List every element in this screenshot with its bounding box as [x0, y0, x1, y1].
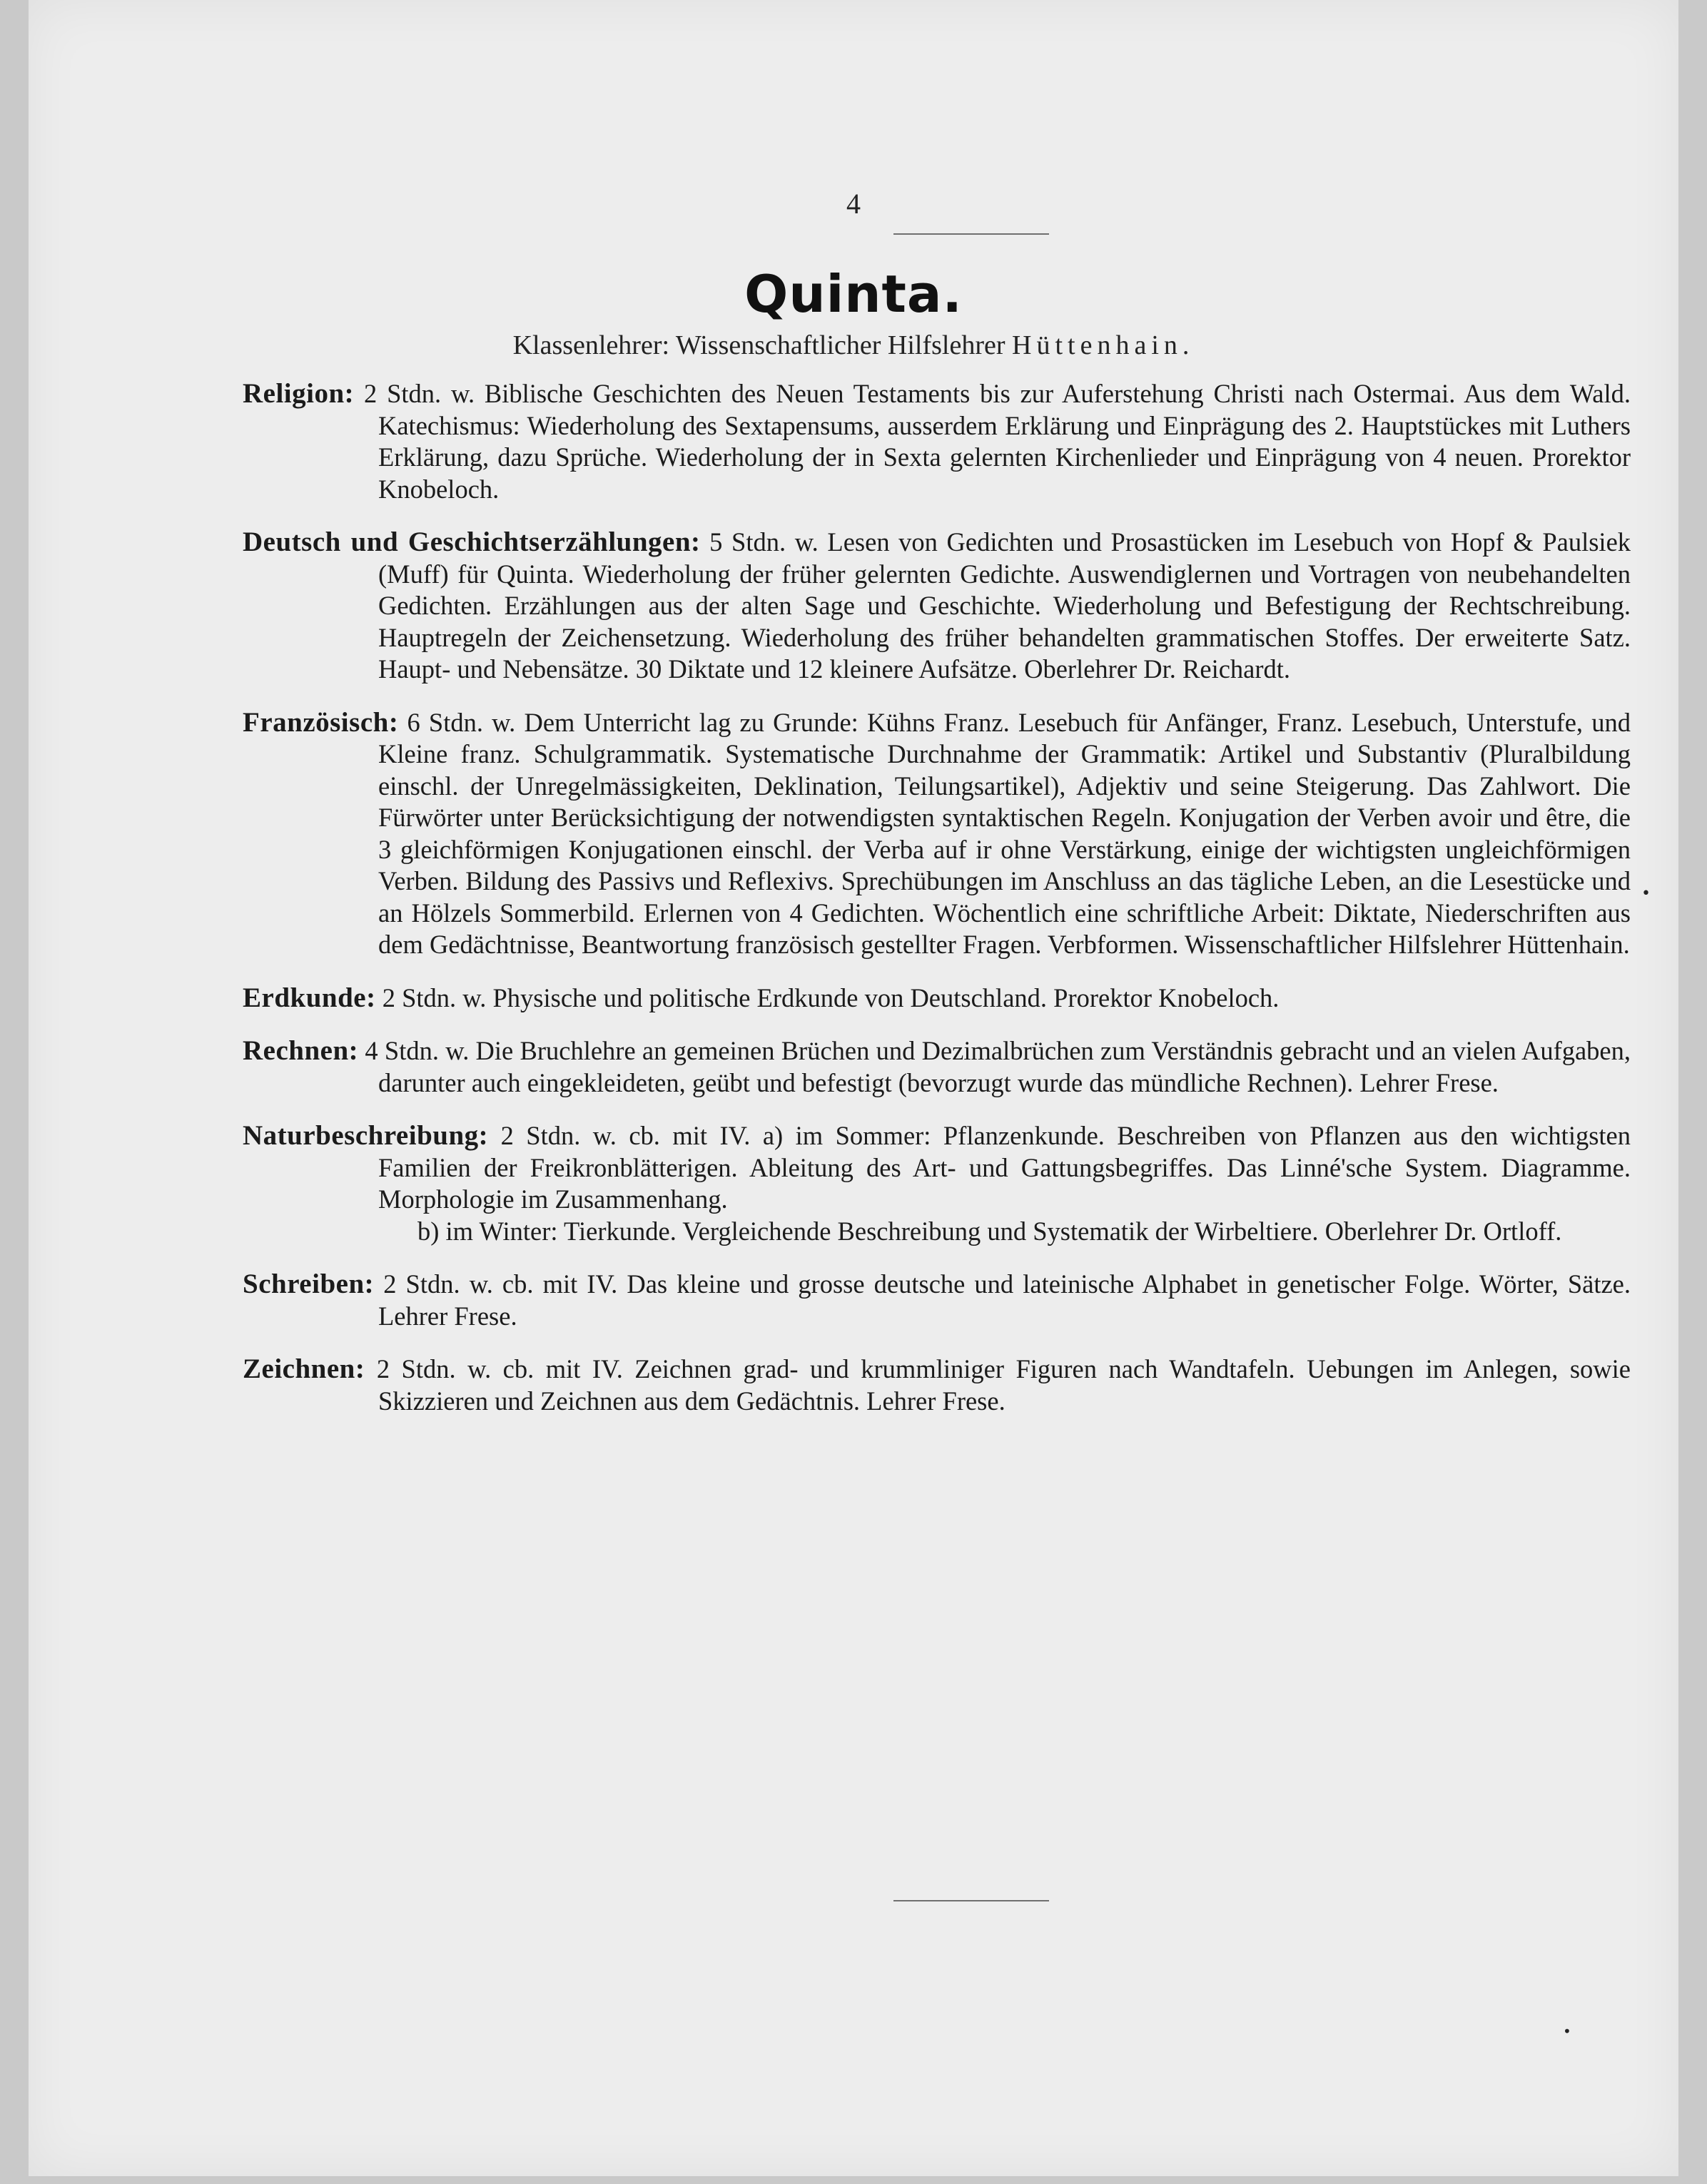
section-text: 2 Stdn. w. Physische und politische Erdkunde von Deutschland. Prorektor Knobeloch. — [382, 982, 1280, 1012]
curriculum-sections — [243, 378, 1631, 1438]
section-heading: Rechnen: — [243, 1035, 359, 1066]
section-deutsch — [243, 527, 1631, 686]
ink-speck: • — [1563, 2023, 1571, 2040]
section-text: 5 Stdn. w. Lesen von Gedichten und Prosastücken im Lesebuch von Hopf & Paulsiek (Muff) für Quinta. Wiederholung der früher gelernten Gedichte. Auswendiglernen und Vortragen von neubehandelten Gedichten. Erzählungen aus der alten Sage und Geschichte. Wiederholung und Befestigung der Rechtschreibung. Hauptregeln der Zeichensetzung. Wiederholung des früher behandelten grammatischen Stoffes. Der erweiterte Satz. Haupt- und Nebensätze. 30 Diktate und 12 kleinere Aufsätze. Oberlehrer Dr. Reichardt. — [378, 527, 1631, 684]
section-text: 2 Stdn. w. cb. mit IV. a) im Sommer: Pflanzenkunde. Beschreiben von Pflanzen aus den wichtigsten Familien der Freikronblätterigen. Ableitung des Art- und Gattungsbegriffes. Das Linné'sche System. Diagramme. Morphologie im Zusammenhang. — [378, 1121, 1631, 1214]
document-page — [29, 0, 1678, 2176]
section-franzoesisch — [243, 707, 1631, 961]
section-text: 2 Stdn. w. cb. mit IV. Das kleine und grosse deutsche und lateinische Alphabet in genetischer Folge. Wörter, Sätze. Lehrer Frese. — [378, 1269, 1631, 1331]
page-title: Quinta. — [744, 264, 963, 324]
section-text: 4 Stdn. w. Die Bruchlehre an gemeinen Brüchen und Dezimalbrüchen zum Verständnis gebracht und an vielen Aufgaben, darunter auch eingekleideten, geübt und befestigt (bevorzugt wurde das mündliche Rechnen). Lehrer Frese. — [365, 1036, 1631, 1097]
section-heading: Schreiben: — [243, 1269, 375, 1299]
class-teacher-label: Klassenlehrer: Wissenschaftlicher Hilfslehrer — [512, 330, 1013, 360]
section-erdkunde — [243, 982, 1631, 1015]
section-heading: Deutsch und Geschichtserzählungen: — [243, 527, 701, 557]
section-heading: Erdkunde: — [243, 982, 376, 1013]
section-schreiben — [243, 1269, 1631, 1332]
section-text: 2 Stdn. w. Biblische Geschichten des Neuen Testaments bis zur Auferstehung Christi nach Ostermai. Aus dem Wald. Katechismus: Wiederholung des Sextapensums, ausserdem Erklärung und Einprägung des 2. Hauptstückes mit Luthers Erklärung, dazu Sprüche. Wiederholung der in Sexta gelernten Kirchenlieder und Einprägung von 4 neuen. Prorektor Knobeloch. — [364, 379, 1631, 504]
ink-speck: • — [1641, 885, 1651, 903]
section-text: 6 Stdn. w. Dem Unterricht lag zu Grunde: Kühns Franz. Lesebuch für Anfänger, Franz. Lesebuch, Unterstufe, und Kleine franz. Schulgrammatik. Systematische Durchnahme der Grammatik: Artikel und Substantiv (Pluralbildung einschl. der Unregelmässigkeiten, Deklination, Teilungsartikel), Adjektiv und seine Steigerung. Das Zahlwort. Die Fürwörter unter Berücksichtigung der notwendigsten syntaktischen Regeln. Konjugation der Verben avoir und être, die 3 gleichförmigen Konjugationen einschl. der Verba auf ir ohne Verstärkung, einige der wichtigsten ungleichförmigen Verben. Bildung des Passivs und Reflexivs. Sprechübungen im Anschluss an das tägliche Leben, an die Lesestücke und an Hölzels Sommerbild. Erlernen von 4 Gedichten. Wöchentlich eine schriftliche Arbeit: Diktate, Niederschriften aus dem Gedächtnisse, Beantwortung französisch gestellter Fragen. Verbformen. Wissenschaftlicher Hilfslehrer Hüttenhain. — [378, 707, 1631, 959]
section-naturbeschreibung — [243, 1120, 1631, 1247]
section-text-winter: b) im Winter: Tierkunde. Vergleichende Beschreibung und Systematik der Wirbeltiere. Oberlehrer Dr. Ortloff. — [417, 1216, 1562, 1246]
section-rechnen — [243, 1035, 1631, 1099]
bottom-rule — [893, 1900, 1049, 1901]
class-teacher-line — [29, 330, 1678, 361]
section-heading: Zeichnen: — [243, 1353, 365, 1384]
section-heading: Naturbeschreibung: — [243, 1120, 489, 1151]
class-teacher-name: Hüttenhain. — [1012, 330, 1195, 360]
section-zeichnen — [243, 1353, 1631, 1417]
section-text: 2 Stdn. w. cb. mit IV. Zeichnen grad- und krummliniger Figuren nach Wandtafeln. Uebungen im Anlegen, sowie Skizzieren und Zeichnen aus dem Gedächtnis. Lehrer Frese. — [376, 1354, 1631, 1416]
section-religion — [243, 378, 1631, 505]
section-heading: Französisch: — [243, 706, 399, 738]
page-number: 4 — [846, 188, 861, 220]
top-rule — [893, 233, 1049, 235]
section-heading: Religion: — [243, 378, 355, 409]
